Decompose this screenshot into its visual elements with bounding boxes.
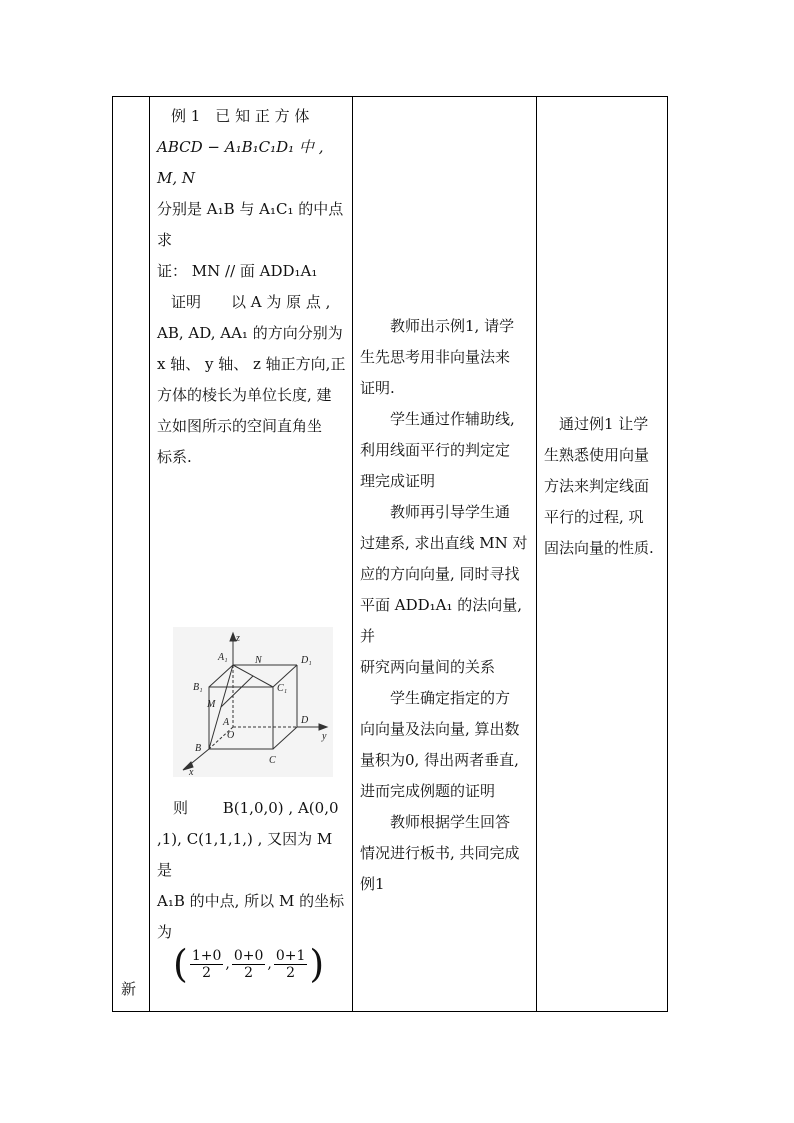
content-column — [149, 97, 352, 1011]
coordinate-vector: ( $\frac{1+0}{2}$ , $\frac{0+0}{2}$ , $\frac{0+1}{2}$ ) — [173, 942, 325, 986]
activity-text-line: 例1 — [360, 875, 385, 893]
activity-text-line: 教师出示例1, 请学 — [360, 317, 515, 335]
purpose-text-line: 固法向量的性质. — [544, 539, 654, 557]
figure-label: B — [195, 743, 202, 754]
example-text: ABCD − A₁B₁C₁D₁ 中 , M, N — [157, 138, 324, 187]
activity-text-line: 学生确定指定的方 — [360, 689, 511, 707]
activity-text-line: 教师根据学生回答 — [360, 813, 511, 831]
activity-text-line: 过建系, 求出直线 MN 对 — [360, 534, 528, 552]
figure-label: A₁ — [218, 652, 228, 663]
activity-column — [352, 97, 536, 1011]
figure-label: O — [227, 730, 235, 741]
fraction-denominator: 2 — [202, 964, 212, 981]
purpose-text-line: 方法来判定线面 — [544, 477, 650, 495]
figure-label: B₁ — [193, 682, 203, 693]
cube-figure — [173, 627, 333, 777]
activity-text-line: 生先思考用非向量法来 — [360, 348, 511, 366]
example-text: 分别是 A₁B 与 A₁C₁ 的中点求 — [157, 200, 344, 249]
proof-text: 则 B(1,0,0) , A(0,0 — [173, 799, 339, 817]
fraction-denominator: 2 — [286, 964, 296, 981]
figure-label: C — [269, 755, 276, 766]
activity-text-line: 向向量及法向量, 算出数 — [360, 720, 520, 738]
lesson-table — [112, 96, 668, 1012]
activity-text-line: 量积为0, 得出两者垂直, — [360, 751, 519, 769]
activity-text-line: 利用线面平行的判定定 — [360, 441, 511, 459]
proof-text: 证明 以 A 为 原 点 , — [171, 293, 331, 311]
stage-label: 新 — [121, 980, 137, 998]
activity-text-line: 研究两向量间的关系 — [360, 658, 496, 676]
activity-text-line: 应的方向向量, 同时寻找 — [360, 565, 520, 583]
example-text: 证： MN // 面 ADD₁A₁ — [157, 262, 318, 280]
proof-text: 标系. — [157, 448, 192, 466]
fraction-denominator: 2 — [244, 964, 254, 981]
purpose-text-line: 生熟悉使用向量 — [544, 446, 650, 464]
purpose-column — [536, 97, 669, 1011]
proof-text: A₁B 的中点, 所以 M 的坐标 — [157, 892, 345, 910]
figure-label: y — [322, 731, 327, 742]
example-heading: 例 1 已 知 正 方 体 — [171, 107, 310, 125]
figure-label: D₁ — [301, 655, 312, 666]
figure-label: z — [236, 633, 240, 644]
figure-label: N — [255, 655, 262, 666]
proof-text: ,1), C(1,1,1,) , 又因为 M 是 — [157, 830, 333, 879]
fraction-numerator: 0+0 — [233, 947, 264, 964]
proof-text: AB, AD, AA₁ 的方向分别为 — [157, 324, 343, 342]
activity-text-line: 进而完成例题的证明 — [360, 782, 496, 800]
proof-text: 为 — [157, 923, 173, 941]
figure-label: A — [223, 717, 230, 728]
activity-text-line: 情况进行板书, 共同完成 — [360, 844, 520, 862]
proof-text: 方体的棱长为单位长度, 建 — [157, 386, 332, 404]
figure-label: M — [207, 699, 216, 710]
fraction-numerator: 1+0 — [191, 947, 222, 964]
figure-label: D — [301, 715, 309, 726]
activity-text-line: 证明. — [360, 379, 395, 397]
activity-text-line: 教师再引导学生通 — [360, 503, 511, 521]
proof-text: 立如图所示的空间直角坐 — [157, 417, 323, 435]
stage-column — [113, 97, 149, 1011]
figure-label: C₁ — [277, 683, 288, 694]
purpose-text-line: 通过例1 让学 — [544, 415, 649, 433]
purpose-text-line: 平行的过程, 巩 — [544, 508, 644, 526]
proof-text: x 轴、 y 轴、 z 轴正方向,正 — [157, 355, 346, 373]
activity-text-line: 学生通过作辅助线, — [360, 410, 515, 428]
activity-text-line: 理完成证明 — [360, 472, 436, 490]
fraction-numerator: 0+1 — [275, 947, 306, 964]
activity-text-line: 平面 ADD₁A₁ 的法向量,并 — [360, 596, 523, 645]
figure-label: x — [189, 767, 194, 777]
